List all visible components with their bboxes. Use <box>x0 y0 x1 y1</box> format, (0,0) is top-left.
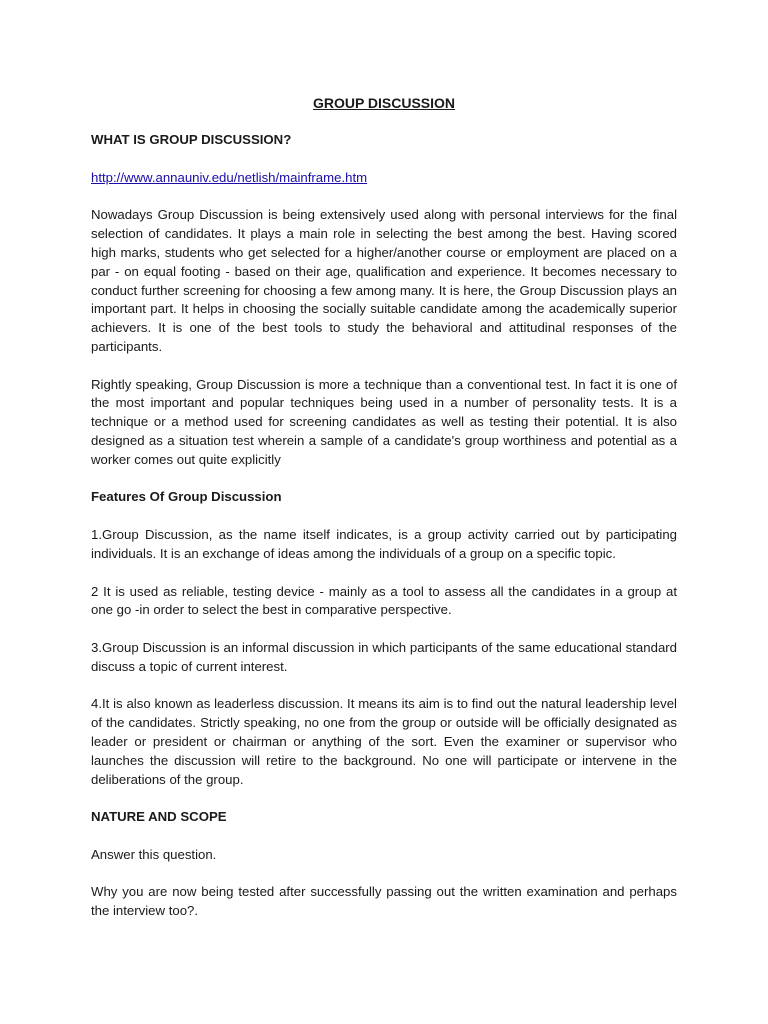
source-link[interactable]: http://www.annauniv.edu/netlish/mainframe.htm <box>91 169 368 185</box>
answer-prompt: Answer this question. <box>91 846 217 862</box>
feature-item-1: 1.Group Discussion, as the name itself indicates, is a group activity carried out by participating individuals. It is an exchange of ideas among the individuals of a group on a specific topic. <box>91 527 677 561</box>
feature-item-4: 4.It is also known as leaderless discussion. It means its aim is to find out the natural leadership level of the candidates. Strictly speaking, no one from the group or outside will be officially designated as leader or president or chairman or anything of the sort. Even the examiner or supervisor who launches the discussion will retire to the background. No one will participate or intervene in the deliberations of the group. <box>91 696 677 787</box>
heading-nature-and-scope: NATURE AND SCOPE <box>91 809 227 825</box>
feature-item-2: 2 It is used as reliable, testing device - mainly as a tool to assess all the candidates in a group at one go -in order to select the best in comparative perspective. <box>91 583 677 618</box>
paragraph-technique: Rightly speaking, Group Discussion is more a technique than a conventional test. In fact it is one of the most important and popular techniques being used in a number of personality tests. It is a technique or a method used for screening candidates as well as testing their potential. It is also designed as a situation test wherein a sample of a candidate's group worthiness and potential as a worker comes out quite explicitly <box>91 376 677 467</box>
paragraph-intro: Nowadays Group Discussion is being extensively used along with personal interviews for the final selection of candidates. It plays a main role in selecting the best among the best. Having scored high marks, students who get selected for a higher/another course or employment are placed on a par - on equal footing - based on their age, qualification and experience. It becomes necessary to conduct further screening for choosing a few among many. It is here, the Group Discussion plays an important part. It helps in choosing the socially suitable candidate among the academically superior achievers. It is one of the best tools to study the behavioral and attitudinal responses of the participants. <box>91 207 677 354</box>
heading-features: Features Of Group Discussion <box>91 489 282 505</box>
page-title: GROUP DISCUSSION <box>312 95 456 111</box>
document-page <box>91 94 677 940</box>
feature-item-3: 3.Group Discussion is an informal discussion in which participants of the same educational standard discuss a topic of current interest. <box>91 639 677 674</box>
heading-what-is-group-discussion: WHAT IS GROUP DISCUSSION? <box>91 131 292 147</box>
question-text: Why you are now being tested after successfully passing out the written examination and perhaps the interview too?. <box>91 884 677 919</box>
